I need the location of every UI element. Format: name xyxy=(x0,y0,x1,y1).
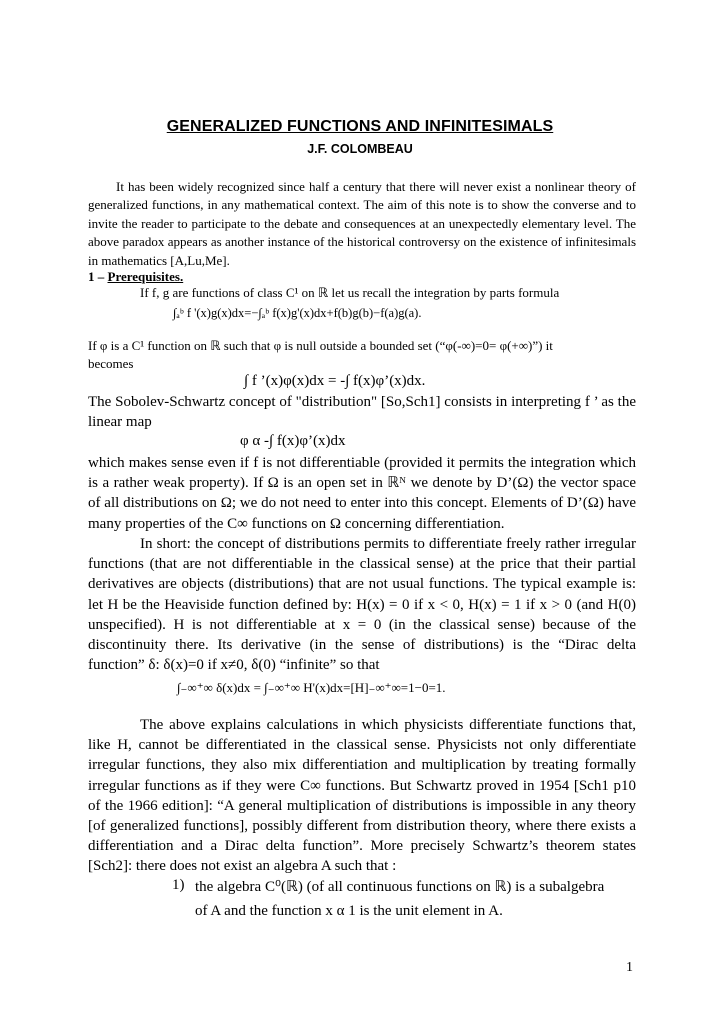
dirac-integral-formula: ∫₋∞⁺∞ δ(x)dx = ∫₋∞⁺∞ H'(x)dx=[H]₋∞⁺∞=1−0=1. xyxy=(177,680,446,695)
section-title: Prerequisites. xyxy=(107,269,184,284)
list-item-number: 1) xyxy=(172,877,185,893)
schwartz-paragraph: The above explains calculations in which physicists differentiate functions that, like H, cannot be differentiated in the classical sense. Physicists not only differentiate irregular functions, they also mix differentiation and multiplication by treating formally irregular functions as if they were C∞ functions. But Schwartz proved in 1954 [Sch1 p10 of the 1966 edition]: “A general multiplication of distributions is impossible in any theory [of generalized functions], possibly different from distribution theory, where there exists a differentiation and a Dirac delta function”. More precisely Schwartz’s theorem states [Sch2]: there does not exist an algebra A such that : xyxy=(88,717,636,875)
test-function-sentence: If φ is a C¹ function on ℝ such that φ is null outside a bounded set (“φ(-∞)=0= φ(+∞)”) it xyxy=(88,338,553,353)
linear-map-formula: φ α -∫ f(x)φ’(x)dx xyxy=(240,433,346,449)
list-item-text: the algebra C⁰(ℝ) (of all continuous functions on ℝ) is a subalgebra xyxy=(195,879,605,895)
section-number: 1 – xyxy=(88,269,108,284)
section-heading xyxy=(88,269,183,285)
heaviside-paragraph: In short: the concept of distributions permits to differentiate freely rather irregular functions (that are not differentiable in the classical sense) at the price that their partial derivatives are objects (distributions) that are not usual functions. The typical example is: let H be the Heaviside function defined by: H(x) = 0 if x < 0, H(x) = 1 if x > 0 (and H(0) unspecified). H is not differentiable at x = 0 (in the classical sense) because of the discontinuity there. Its derivative (in the sense of distributions) is the “Dirac delta function” δ: δ(x)=0 if x≠0, δ(0) “infinite” so that xyxy=(88,536,636,674)
author-name: J.F. COLOMBEAU xyxy=(307,142,413,156)
integration-by-parts-formula: ∫ₐᵇ f '(x)g(x)dx=−∫ₐᵇ f(x)g'(x)dx+f(b)g(b)−f(a)g(a). xyxy=(173,306,422,320)
sobolev-schwartz-paragraph: The Sobolev-Schwartz concept of "distribution" [So,Sch1] consists in interpreting f ’ as the linear map xyxy=(88,394,636,431)
page-number: 1 xyxy=(626,960,633,975)
distribution-identity: ∫ f ’(x)φ(x)dx = -∫ f(x)φ’(x)dx. xyxy=(244,373,426,389)
list-item-text-continued: of A and the function x α 1 is the unit element in A. xyxy=(195,903,503,919)
abstract-paragraph: It has been widely recognized since half a century that there will never exist a nonlinear theory of generalized functions, in any mathematical context. The aim of this note is to show the converse and to invite the reader to participate to the debate and consequences at an unexpectedly elementary level. The above paradox appears as another instance of the historical controversy on the existence of infinitesimals in mathematics [A,Lu,Me]. xyxy=(88,179,636,268)
distributions-paragraph: which makes sense even if f is not differentiable (provided it permits the integration which is a rather weak property). If Ω is an open set in ℝᴺ we denote by D’(Ω) the vector space of all distributions on Ω; we do not need to enter into this concept. Elements of D’(Ω) have many properties of the C∞ functions on Ω concerning differentiation. xyxy=(88,455,636,532)
paper-title: GENERALIZED FUNCTIONS AND INFINITESIMALS xyxy=(166,118,554,135)
test-function-sentence-end: becomes xyxy=(88,356,134,371)
prerequisites-intro: If f, g are functions of class C¹ on ℝ let us recall the integration by parts formula xyxy=(140,285,560,300)
